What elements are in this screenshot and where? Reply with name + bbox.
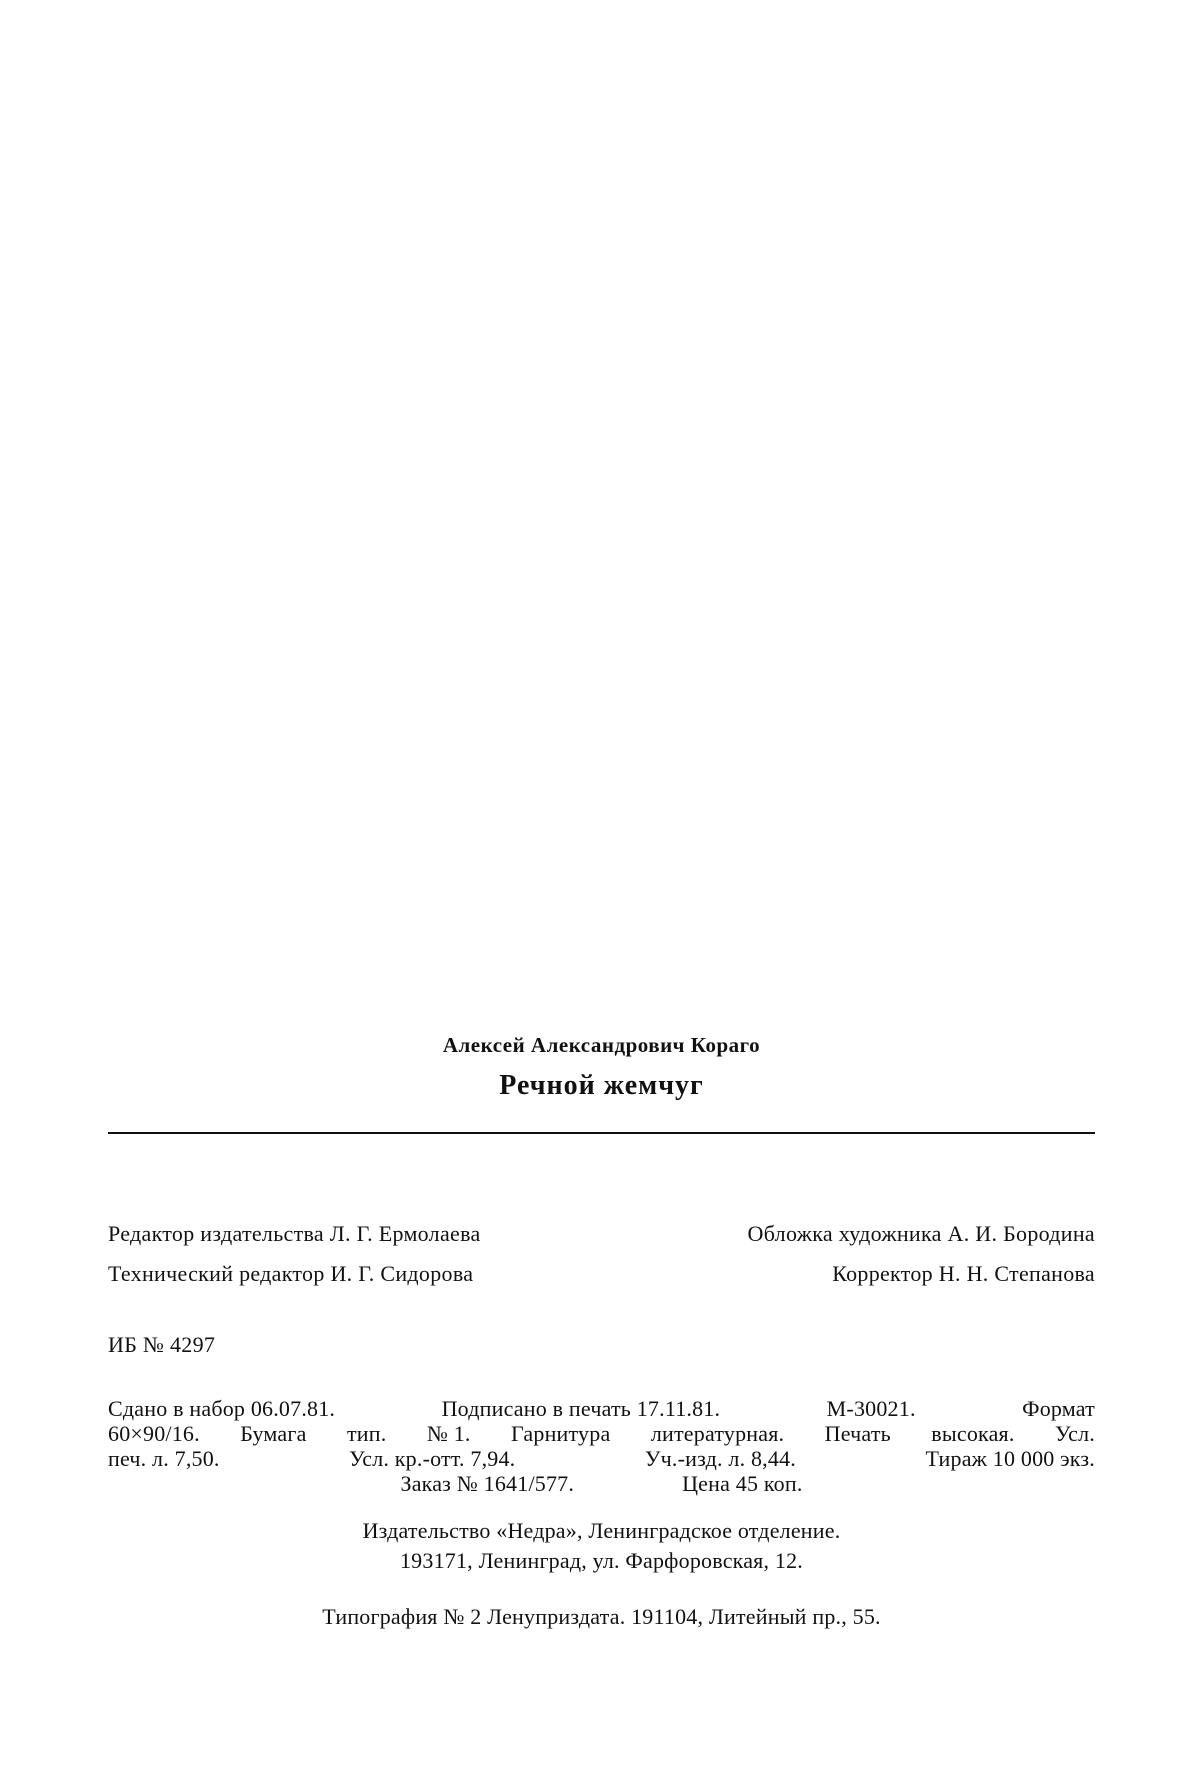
imprint-line [108, 1471, 1095, 1496]
price: Цена 45 коп. [682, 1471, 803, 1496]
imprint-item: 60×90/16. [108, 1421, 200, 1446]
colophon [108, 1033, 1095, 1630]
cover-artist-credit: Обложка художника А. И. Бородина [747, 1221, 1095, 1246]
imprint-item: Усл. кр.-отт. 7,94. [349, 1446, 516, 1471]
imprint-item: Подписано в печать 17.11.81. [441, 1396, 721, 1421]
imprint-item: Гарнитура [511, 1421, 611, 1446]
imprint-item: высокая. [931, 1421, 1015, 1446]
imprint-item: литературная. [650, 1421, 785, 1446]
imprint-line [108, 1421, 1095, 1446]
editor-credit: Редактор издательства Л. Г. Ермолаева [108, 1221, 481, 1246]
staff-credits [108, 1214, 1095, 1294]
order-number: Заказ № 1641/577. [400, 1471, 575, 1496]
imprint-item: тип. [346, 1421, 387, 1446]
proofreader-credit: Корректор Н. Н. Степанова [832, 1261, 1095, 1286]
imprint-item: Печать [824, 1421, 891, 1446]
book-title: Речной жемчуг [499, 1070, 704, 1101]
publisher-info [108, 1516, 1095, 1576]
imprint-item: Сдано в набор 06.07.81. [108, 1396, 336, 1421]
publisher-address: 193171, Ленинград, ул. Фарфоровская, 12. [399, 1548, 803, 1573]
imprint-item: Уч.-изд. л. 8,44. [644, 1446, 796, 1471]
imprint-item: печ. л. 7,50. [108, 1446, 220, 1471]
imprint-line [108, 1396, 1095, 1421]
publisher-name: Издательство «Недра», Ленинградское отделение. [362, 1518, 841, 1543]
ib-number: ИБ № 4297 [108, 1332, 216, 1357]
staff-row [108, 1254, 1095, 1294]
imprint-item: Бумага [240, 1421, 307, 1446]
imprint-line [108, 1446, 1095, 1471]
imprint-block [108, 1396, 1095, 1496]
staff-row [108, 1214, 1095, 1254]
tech-editor-credit: Технический редактор И. Г. Сидорова [108, 1261, 474, 1286]
imprint-item: Тираж 10 000 экз. [925, 1446, 1095, 1471]
imprint-item: М-30021. [826, 1396, 916, 1421]
imprint-item: № 1. [426, 1421, 471, 1446]
divider-rule [108, 1132, 1095, 1134]
imprint-item: Формат [1022, 1396, 1095, 1421]
printer-info: Типография № 2 Ленуприздата. 191104, Литейный пр., 55. [322, 1604, 881, 1629]
imprint-item: Усл. [1054, 1421, 1095, 1446]
author-name: Алексей Александрович Кораго [442, 1033, 761, 1057]
